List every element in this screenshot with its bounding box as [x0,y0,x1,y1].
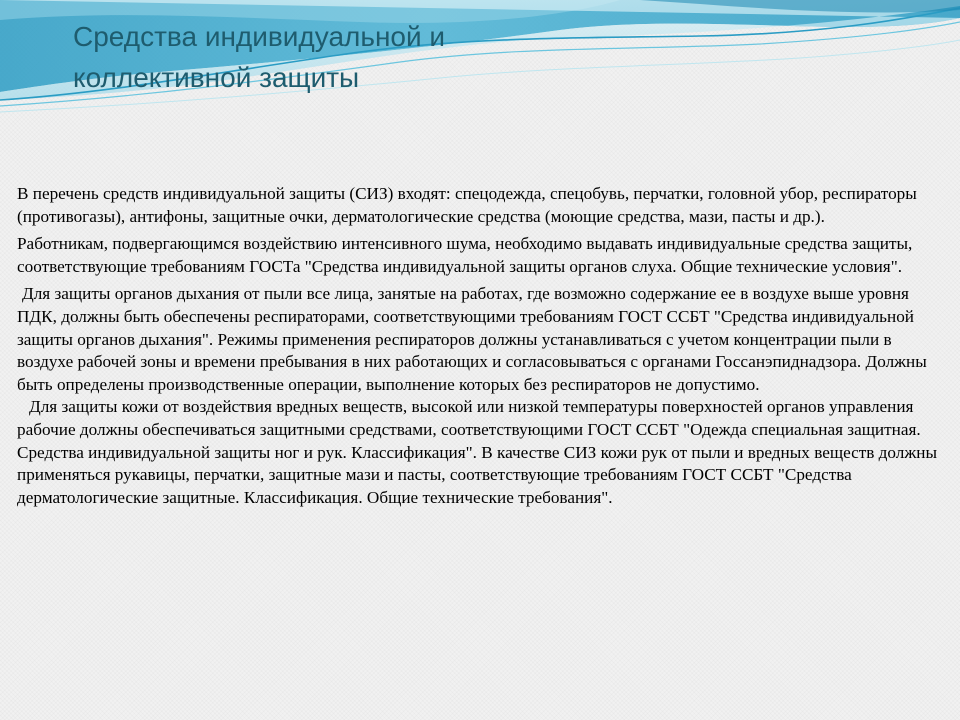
paragraph-respiratory-protection: Для защиты органов дыхания от пыли все лица, занятые на работах, где возможно содержание ее в воздухе выше уровня ПДК, должны быть обеспечены респираторами, соответствующими требованиям ГОСТ ССБТ "Средства индивидуальной защиты органов дыхания". Режимы применения респираторов должны устанавливаться с учетом концентрации пыли в воздухе рабочей зоны и времени пребывания в них работающих и согласовываться с органами Госсанэпиднадзора. Должны быть определены производственные операции, выполнение которых без респираторов не допустимо. [17,284,927,394]
paragraph-skin-protection: Для защиты кожи от воздействия вредных веществ, высокой или низкой температуры поверхностей органов управления рабочие должны обеспечиваться защитными средствами, соответствующими ГОСТ ССБТ "Одежда специальная защитная. Средства индивидуальной защиты ног и рук. Классификация". В качестве СИЗ кожи рук от пыли и вредных веществ должны применяться рукавицы, перчатки, защитные мази и пасты, соответствующие требованиям ГОСТ ССБТ "Средства дерматологические защитные. Классификация. Общие технические требования". [17,397,937,507]
paragraph-ppe-list: В перечень средств индивидуальной защиты (СИЗ) входят: спецодежда, спецобувь, перчатки, головной убор, респираторы (противогазы), антифоны, защитные очки, дерматологические средства (моющие средства, мази, пасты и др.). [17,184,917,226]
slide-title: Средства индивидуальной и коллективной защиты [73,21,446,93]
slide-body [17,183,942,514]
paragraph-noise-protection: Работникам, подвергающимся воздействию интенсивного шума, необходимо выдавать индивидуальные средства защиты, соответствующие требованиям ГОСТа "Средства индивидуальной защиты органов слуха. Общие технические условия". [17,234,913,276]
